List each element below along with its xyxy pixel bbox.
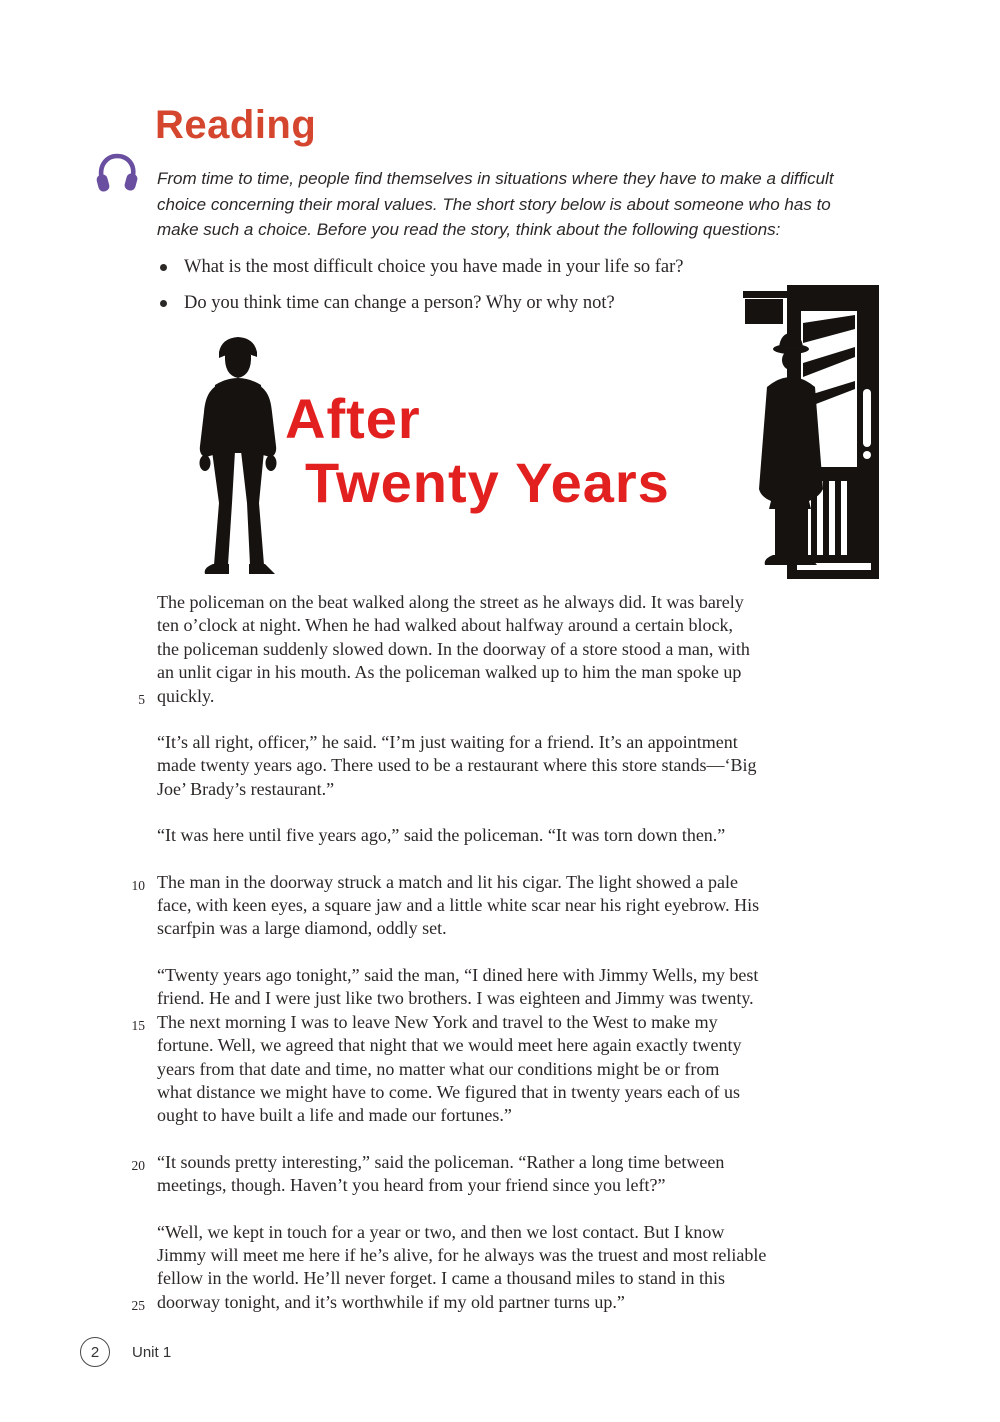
story-line-text: what distance we might have to come. We figured that in twenty years each of us <box>157 1081 741 1102</box>
story-line <box>157 754 881 777</box>
story-line-text: years from that date and time, no matter what our conditions might be or from <box>157 1058 720 1079</box>
story-paragraph <box>131 1151 881 1198</box>
story-line <box>157 638 881 661</box>
story-line <box>138 685 881 708</box>
story-line-text: doorway tonight, and it’s worthwhile if my old partner turns up.” <box>157 1291 625 1312</box>
story-line-text: an unlit cigar in his mouth. As the policeman walked up to him the man spoke up <box>157 662 742 683</box>
story-line-text: quickly. <box>157 685 215 706</box>
story-paragraph <box>157 824 881 847</box>
story-line-text: made twenty years ago. There used to be a restaurant where this store stands—‘Big <box>157 755 757 776</box>
story-line <box>157 778 881 801</box>
story-line <box>157 591 881 614</box>
story-line <box>157 1034 881 1057</box>
page-number: 2 <box>90 1343 100 1361</box>
question-text: Do you think time can change a person? Why or why not? <box>184 292 615 313</box>
story-line <box>131 871 881 894</box>
story-line-text: fortune. Well, we agreed that night that we would meet here again exactly twenty <box>157 1035 742 1056</box>
story-title <box>285 387 670 515</box>
story-paragraph <box>131 1221 881 1315</box>
story-line-text: Joe’ Brady’s restaurant.” <box>157 778 335 799</box>
intro-text <box>157 166 857 243</box>
story-paragraph <box>138 591 881 708</box>
story-line <box>157 987 881 1010</box>
doorway-man-silhouette-illustration <box>743 285 879 579</box>
story-line-text: ten o’clock at night. When he had walked about halfway around a certain block, <box>157 615 733 636</box>
line-number: 15 <box>131 1017 145 1033</box>
intro-line: From time to time, people find themselves in situations where they have to make a difficult <box>157 169 834 188</box>
line-number: 20 <box>131 1157 145 1173</box>
story-line-text: “It’s all right, officer,” he said. “I’m just waiting for a friend. It’s an appointment <box>157 732 738 753</box>
story-text <box>131 591 881 1337</box>
section-title: Reading <box>155 103 317 147</box>
story-line-text: “It was here until five years ago,” said the policeman. “It was torn down then.” <box>157 825 726 846</box>
story-paragraph <box>131 964 881 1128</box>
story-line <box>157 917 881 940</box>
story-line-text: friend. He and I were just like two brothers. I was eighteen and Jimmy was twenty. <box>157 988 754 1009</box>
story-title-graphic <box>155 285 879 591</box>
story-line <box>131 1011 881 1034</box>
story-line-text: face, with keen eyes, a square jaw and a little white scar near his right eyebrow. His <box>157 895 760 916</box>
story-line <box>131 1151 881 1174</box>
story-title-line2: Twenty Years <box>305 451 670 514</box>
story-line-text: The man in the doorway struck a match and lit his cigar. The light showed a pale <box>157 871 739 892</box>
story-line-text: “Well, we kept in touch for a year or two, and then we lost contact. But I know <box>157 1221 725 1242</box>
story-line <box>157 1221 881 1244</box>
story-line-text: scarfpin was a large diamond, oddly set. <box>157 918 447 939</box>
page-number-badge <box>80 1337 110 1367</box>
question-text: What is the most difficult choice you have made in your life so far? <box>184 257 684 277</box>
headphones-icon <box>94 152 140 196</box>
story-line-text: The policeman on the beat walked along the street as he always did. It was barely <box>157 592 744 612</box>
line-number: 5 <box>138 691 145 707</box>
story-line <box>157 661 881 684</box>
bullet-icon <box>160 264 167 271</box>
story-line <box>157 1174 881 1197</box>
story-line-text: meetings, though. Haven’t you heard from your friend since you left?” <box>157 1175 666 1196</box>
story-line <box>157 1244 881 1267</box>
policeman-silhouette-illustration <box>177 331 299 583</box>
story-line-text: The next morning I was to leave New York and travel to the West to make my <box>157 1011 718 1032</box>
story-line <box>157 614 881 637</box>
story-line <box>157 894 881 917</box>
intro-line: choice concerning their moral values. The short story below is about someone who has to <box>157 194 831 214</box>
intro-line: make such a choice. Before you read the story, think about the following questions: <box>157 220 781 239</box>
page-footer <box>80 1337 171 1367</box>
story-line <box>157 964 881 987</box>
story-title-line1: After <box>285 387 421 450</box>
story-line-text: the policeman suddenly slowed down. In the doorway of a store stood a man, with <box>157 638 750 659</box>
story-line-text: Jimmy will meet me here if he’s alive, for he always was the truest and most reliable <box>157 1244 767 1265</box>
story-line <box>157 1267 881 1290</box>
line-number: 10 <box>131 877 145 893</box>
story-paragraph <box>157 731 881 801</box>
story-line <box>157 824 881 847</box>
story-line <box>157 731 881 754</box>
story-line <box>157 1058 881 1081</box>
question-item <box>157 256 797 278</box>
line-number: 25 <box>131 1297 145 1313</box>
story-line <box>157 1104 881 1127</box>
unit-label: Unit 1 <box>132 1343 172 1361</box>
story-line-text: “It sounds pretty interesting,” said the policeman. “Rather a long time between <box>157 1151 725 1172</box>
story-line-text: ought to have built a life and made our fortunes.” <box>157 1105 512 1126</box>
story-line <box>131 1291 881 1314</box>
story-line-text: “Twenty years ago tonight,” said the man, “I dined here with Jimmy Wells, my best <box>157 964 759 985</box>
story-line <box>157 1081 881 1104</box>
story-paragraph <box>131 871 881 941</box>
story-line-text: fellow in the world. He’ll never forget. I came a thousand miles to stand in this <box>157 1268 726 1289</box>
